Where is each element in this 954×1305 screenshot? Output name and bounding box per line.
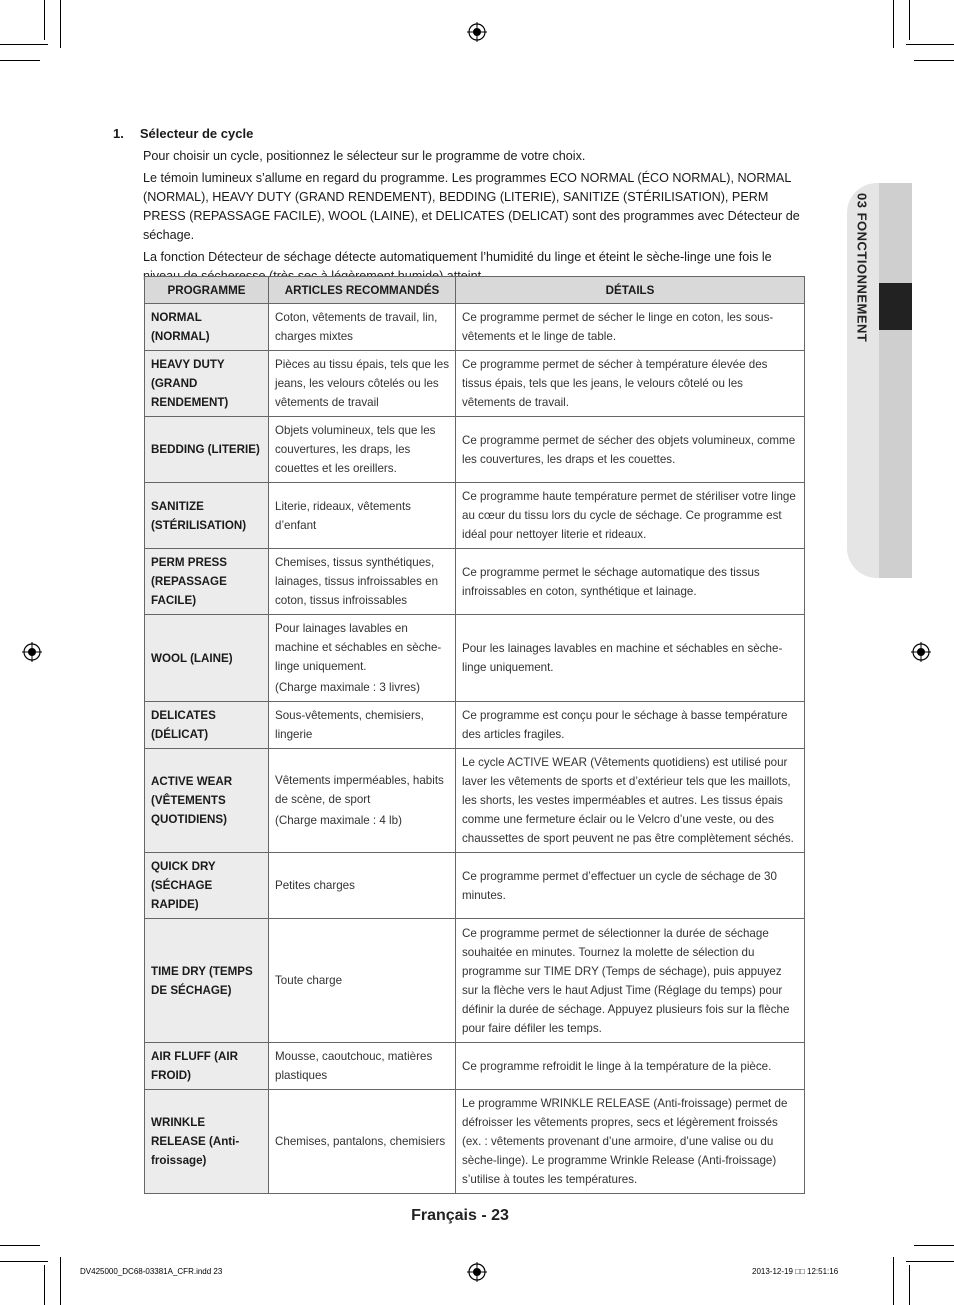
program-name-cell: AIR FLUFF (AIR FROID) [145,1043,269,1090]
table-header-row [145,277,805,304]
recommended-items-cell [269,549,456,615]
crop-mark [893,1257,894,1305]
program-details-cell: Ce programme permet de sélectionner la durée de séchage souhaitée en minutes. Tournez la molette de sélection du programme sur TIME DRY (Temps de séchage), puis appuyez sur la flèche vers le haut Adjust Time (Réglage du temps) pour définir la durée de séchage. Appuyez plusieurs fois sur la flèche pour faire défiler les temps. [456,919,805,1043]
cycle-selector-section [113,124,803,289]
section-heading [113,124,803,143]
recommended-items-line: (Charge maximale : 4 lb) [275,814,402,827]
registration-mark-icon [22,642,42,662]
slug-filename: DV425000_DC68-03381A_CFR.indd 23 [80,1267,223,1276]
recommended-items-line: Literie, rideaux, vêtements d’enfant [275,499,411,532]
recommended-items-cell [269,483,456,549]
crop-mark [60,1257,61,1305]
recommended-items-line: Sous-vêtements, chemisiers, lingerie [275,709,424,741]
table-row [145,304,805,351]
program-details-cell: Ce programme permet le séchage automatique des tissus infroissables en coton, synthétique et lainage. [456,549,805,615]
recommended-items-cell [269,749,456,853]
section-paragraph: La fonction Détecteur de séchage détecte automatiquement l’humidité du linge et éteint le sèche-linge une fois le [143,250,772,264]
section-body [113,147,803,286]
program-name-cell: HEAVY DUTY (GRAND RENDEMENT) [145,351,269,417]
page-number: Français - 23 [411,1207,509,1224]
table-row [145,615,805,702]
crop-mark [0,1245,40,1246]
recommended-items-line: Mousse, caoutchouc, matières plastiques [275,1050,433,1082]
table-row [145,749,805,853]
recommended-items-cell [269,853,456,919]
program-name-cell: SANITIZE (STÉRILISATION) [145,483,269,549]
chapter-tab-marker [879,283,912,330]
crop-mark [893,0,894,48]
crop-mark [0,1261,48,1262]
table-row [145,919,805,1043]
program-details-cell: Ce programme permet de sécher le linge en coton, les sous-vêtements et le linge de table. [456,304,805,351]
table-body [145,304,805,1194]
crop-mark [60,0,61,48]
program-details-cell: Pour les lainages lavables en machine et séchables en sèche-linge uniquement. [456,615,805,702]
program-name-cell: WOOL (LAINE) [145,615,269,702]
header-programme: PROGRAMME [145,277,269,304]
section-title: Sélecteur de cycle [139,126,254,141]
recommended-items-cell [269,702,456,749]
recommended-items-cell [269,1090,456,1194]
crop-mark [914,60,954,61]
crop-mark [914,1245,954,1246]
recommended-items-line: Vêtements imperméables, habits de scène, de sport [275,774,444,806]
recommended-items-line: Chemises, pantalons, chemisiers [275,1135,446,1148]
recommended-items-line: (Charge maximale : 3 livres) [275,681,420,694]
recommended-items-cell [269,417,456,483]
section-number: 1. [113,126,124,141]
recommended-items-line: Coton, vêtements de travail, lin, charges mixtes [275,311,438,343]
program-name-cell: ACTIVE WEAR (VÊTEMENTS QUOTIDIENS) [145,749,269,853]
table-row [145,1043,805,1090]
registration-mark-icon [467,1262,487,1282]
header-details: DÉTAILS [456,277,805,304]
program-details-cell: Ce programme permet de sécher à température élevée des tissus épais, tels que les jeans, le velours côtelé ou les vêtements de travail. [456,351,805,417]
program-details-cell: Ce programme permet de sécher des objets volumineux, comme les couvertures, les draps et les couettes. [456,417,805,483]
section-paragraph: Le témoin lumineux s’allume en regard du programme. Les programmes ECO NORMAL (ÉCO NORMAL), NORMAL (NORMAL), HEAVY DUTY (GRAND RENDEMENT), BEDDING (LITERIE), SANITIZE (STÉRILISATION), PERM PRESS (REPASSAGE FACILE), WOOL (LAINE), et DELICATES (DELICAT) sont des programmes avec Détecteur de séchage. [143,171,800,242]
recommended-items-line: Chemises, tissus synthétiques, lainages, tissus infroissables en coton, tissus infroissables [275,556,439,607]
program-name-cell: QUICK DRY (SÉCHAGE RAPIDE) [145,853,269,919]
registration-mark-icon [911,642,931,662]
recommended-items-line: Toute charge [275,974,343,987]
recommended-items-cell [269,919,456,1043]
table-row [145,853,805,919]
crop-mark [909,0,910,40]
registration-mark-icon [467,22,487,42]
program-details-cell: Le cycle ACTIVE WEAR (Vêtements quotidiens) est utilisé pour laver les vêtements de sports et d’extérieur tels que les maillots, les shorts, les vestes imperméables et autres. Les tissus épais comme une fermeture éclair ou le Velcro d’une veste, ou des chaussettes de sport peuvent ne pas être complètement séchés. [456,749,805,853]
crop-mark [44,0,45,40]
recommended-items-cell [269,304,456,351]
recommended-items-cell [269,1043,456,1090]
chapter-tab-label: 03 FONCTIONNEMENT [854,193,870,343]
slug-timestamp: 2013-12-19 □□ 12:51:16 [752,1267,839,1276]
program-name-cell: PERM PRESS (REPASSAGE FACILE) [145,549,269,615]
program-name-cell: BEDDING (LITERIE) [145,417,269,483]
program-details-cell: Ce programme est conçu pour le séchage à basse température des articles fragiles. [456,702,805,749]
table-row [145,1090,805,1194]
recommended-items-line: Petites charges [275,879,355,892]
program-name-cell: NORMAL (NORMAL) [145,304,269,351]
crop-mark [906,44,954,45]
program-details-cell: Le programme WRINKLE RELEASE (Anti-froissage) permet de défroisser les vêtements propres, secs et légèrement froissés (ex. : vêtements provenant d’une armoire, d’une valise ou du sèche-linge). Le programme Wrinkle Release (Anti-froissage) s’utilise à toutes les températures. [456,1090,805,1194]
crop-mark [0,60,40,61]
program-table [144,276,805,1194]
crop-mark [44,1265,45,1305]
recommended-items-line: Objets volumineux, tels que les couvertures, les draps, les couettes et les oreillers. [275,424,436,475]
chapter-tab-strip [879,183,912,578]
crop-mark [909,1265,910,1305]
program-name-cell: WRINKLE RELEASE (Anti-froissage) [145,1090,269,1194]
recommended-items-line: Pour lainages lavables en machine et séchables en sèche-linge uniquement. [275,622,442,673]
crop-mark [0,44,48,45]
program-details-cell: Ce programme permet d’effectuer un cycle de séchage de 30 minutes. [456,853,805,919]
crop-mark [906,1261,954,1262]
program-details-cell: Ce programme haute température permet de stériliser votre linge au cœur du tissu lors du cycle de séchage. Ce programme est idéal pour nettoyer literie et rideaux. [456,483,805,549]
table-row [145,351,805,417]
table-row [145,417,805,483]
header-articles: ARTICLES RECOMMANDÉS [269,277,456,304]
section-paragraph: Pour choisir un cycle, positionnez le sélecteur sur le programme de votre choix. [143,149,586,163]
table-row [145,702,805,749]
program-details-cell: Ce programme refroidit le linge à la température de la pièce. [456,1043,805,1090]
table-row [145,483,805,549]
recommended-items-line: Pièces au tissu épais, tels que les jeans, les velours côtelés ou les vêtements de travail [275,358,450,409]
program-name-cell: DELICATES (DÉLICAT) [145,702,269,749]
table-row [145,549,805,615]
program-name-cell: TIME DRY (TEMPS DE SÉCHAGE) [145,919,269,1043]
recommended-items-cell [269,615,456,702]
recommended-items-cell [269,351,456,417]
